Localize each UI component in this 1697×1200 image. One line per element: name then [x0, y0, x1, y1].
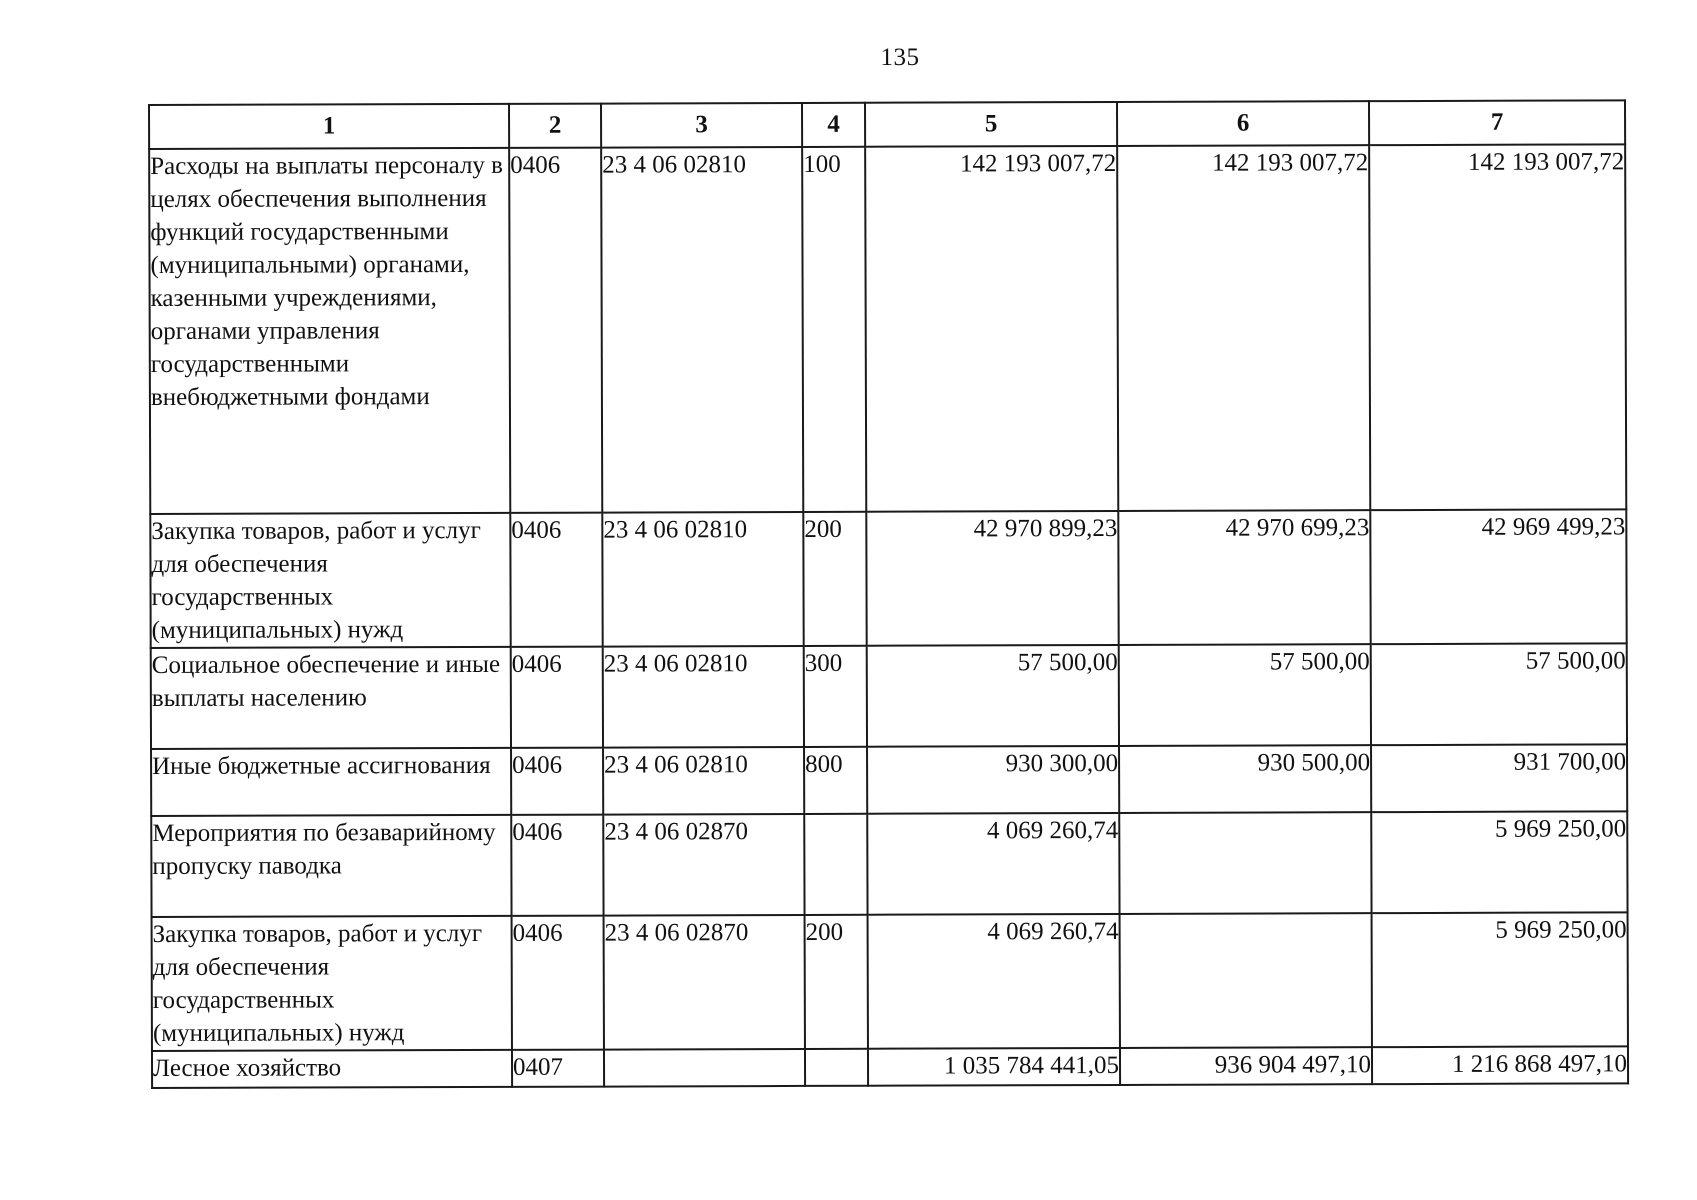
amount-col6: 930 500,00 [1119, 745, 1371, 813]
amount-col6: 42 970 699,23 [1118, 510, 1370, 645]
amount-col6: 936 904 497,10 [1120, 1047, 1372, 1085]
target-article-code: 23 4 06 02810 [601, 147, 803, 513]
amount-col5: 1 035 784 441,05 [868, 1048, 1120, 1086]
section-code: 0406 [511, 647, 603, 748]
target-article-code: 23 4 06 02810 [603, 646, 804, 748]
expense-type-code: 200 [803, 512, 866, 646]
amount-col7: 142 193 007,72 [1369, 144, 1626, 510]
amount-col6 [1119, 812, 1371, 914]
row-name: Иные бюджетные ассигнования [151, 748, 511, 816]
section-code: 0407 [512, 1050, 604, 1087]
amount-col5: 930 300,00 [867, 746, 1119, 814]
row-name: Социальное обеспечение и иные выплаты населению [151, 647, 511, 749]
column-header-4: 4 [802, 103, 865, 147]
row-name: Расходы на выплаты персоналу в целях обеспечения выполнения функций государственными (муниципальными) органами, казенными учреждениями, органами управления государственными внебюджетными фондами [149, 148, 510, 514]
amount-col5: 57 500,00 [867, 645, 1119, 747]
section-code: 0406 [509, 148, 602, 513]
section-code: 0406 [512, 916, 604, 1050]
amount-col5: 142 193 007,72 [865, 146, 1118, 512]
table-row [150, 509, 1626, 648]
expense-type-code: 800 [804, 747, 867, 814]
column-header-5: 5 [865, 102, 1117, 147]
row-name: Закупка товаров, работ и услуг для обеспечения государственных (муниципальных) нужд [150, 513, 510, 648]
expense-type-code: 100 [802, 147, 866, 512]
target-article-code [604, 1049, 805, 1087]
row-name: Закупка товаров, работ и услуг для обеспечения государственных (муниципальных) нужд [152, 916, 512, 1051]
column-header-2: 2 [509, 104, 601, 148]
amount-col7: 42 969 499,23 [1370, 509, 1626, 644]
expense-type-code: 300 [804, 646, 867, 747]
row-name: Мероприятия по безаварийному пропуску паводка [151, 815, 511, 917]
section-code: 0406 [511, 815, 603, 916]
amount-col7: 1 216 868 497,10 [1372, 1046, 1628, 1084]
amount-col7: 5 969 250,00 [1371, 811, 1627, 913]
amount-col7: 57 500,00 [1371, 643, 1627, 745]
header-row [149, 100, 1625, 149]
target-article-code: 23 4 06 02810 [602, 512, 803, 647]
target-article-code: 23 4 06 02810 [603, 747, 804, 815]
section-code: 0406 [510, 513, 602, 647]
row-name: Лесное хозяйство [152, 1050, 512, 1088]
table-row [149, 144, 1626, 514]
amount-col5: 42 970 899,23 [866, 511, 1118, 646]
amount-col6 [1120, 913, 1372, 1048]
amount-col6: 57 500,00 [1119, 644, 1371, 746]
table-row [151, 744, 1627, 816]
amount-col5: 4 069 260,74 [867, 813, 1119, 915]
table-row [151, 643, 1627, 749]
expense-type-code [805, 1049, 868, 1086]
column-header-3: 3 [601, 103, 802, 148]
table-row [151, 811, 1627, 917]
target-article-code: 23 4 06 02870 [603, 814, 804, 916]
amount-col7: 931 700,00 [1371, 744, 1627, 812]
expense-type-code [804, 814, 867, 915]
target-article-code: 23 4 06 02870 [604, 915, 805, 1050]
section-code: 0406 [511, 748, 603, 815]
table-row [152, 912, 1628, 1051]
amount-col6: 142 193 007,72 [1117, 145, 1370, 511]
column-header-6: 6 [1117, 101, 1369, 146]
budget-table [148, 99, 1629, 1089]
expense-type-code: 200 [805, 915, 868, 1049]
amount-col5: 4 069 260,74 [868, 914, 1120, 1049]
page-number: 135 [880, 44, 920, 71]
amount-col7: 5 969 250,00 [1372, 912, 1628, 1047]
column-header-1: 1 [149, 104, 509, 149]
column-header-7: 7 [1369, 100, 1625, 145]
table-row [152, 1046, 1628, 1088]
